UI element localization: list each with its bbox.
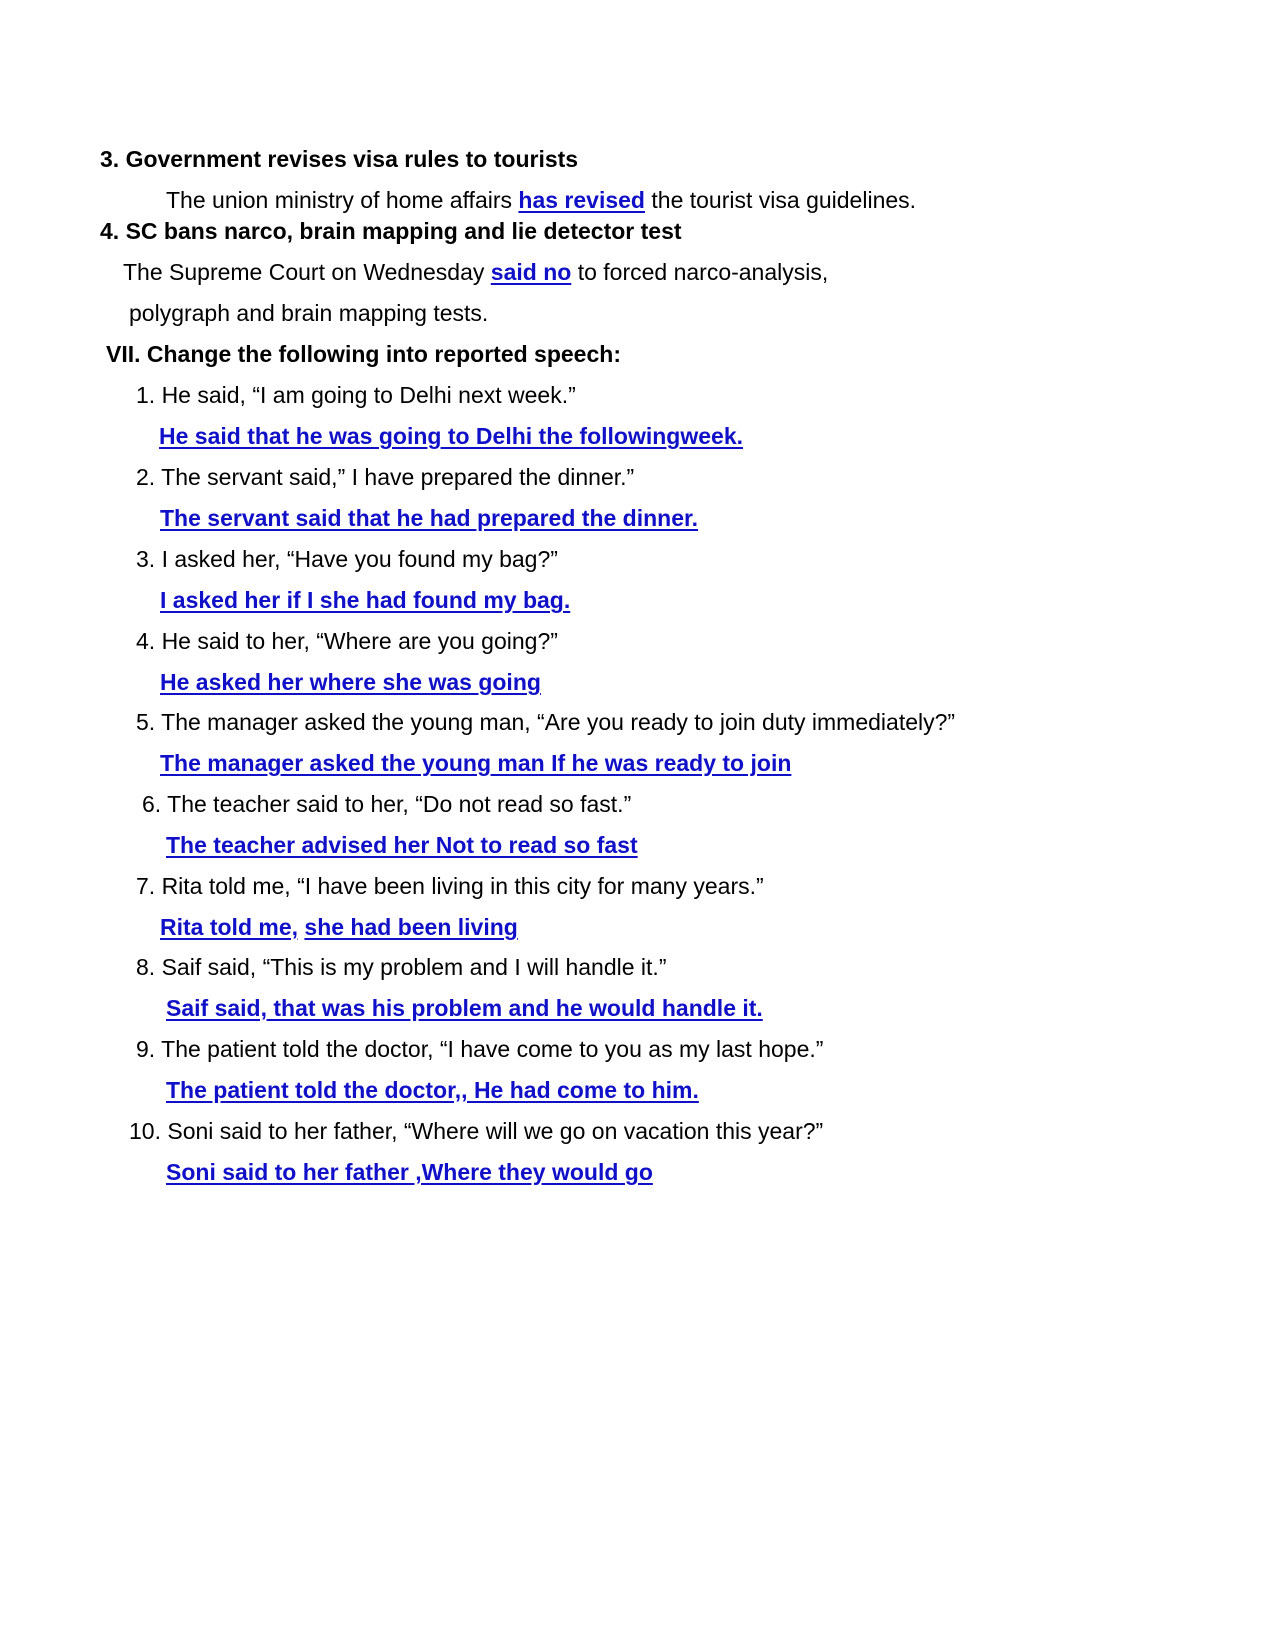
answer-8: Saif said, that was his problem and he would handle it. xyxy=(166,995,763,1021)
answer-7-part-1: Rita told me, xyxy=(160,914,299,940)
answer-3: I asked her if I she had found my bag. xyxy=(160,587,571,613)
answer-9: The patient told the doctor,, He had come to him. xyxy=(166,1077,699,1103)
sentence-text: to forced narco-analysis, xyxy=(577,259,829,285)
answer-5: The manager asked the young man If he was ready to join xyxy=(160,750,792,776)
answer-7-part-2: she had been living xyxy=(304,914,518,940)
section-4-sentence-line-2: polygraph and brain mapping tests. xyxy=(129,300,489,326)
question-1: 1. He said, “I am going to Delhi next week.” xyxy=(136,382,576,408)
section-4-sentence xyxy=(123,257,828,287)
section-7-heading: VII. Change the following into reported speech: xyxy=(106,341,621,367)
section-4-heading: 4. SC bans narco, brain mapping and lie detector test xyxy=(100,218,682,244)
sentence-text: The union ministry of home affairs xyxy=(166,187,513,213)
sentence-text: the tourist visa guidelines. xyxy=(651,187,917,213)
highlighted-verb: said no xyxy=(490,259,572,285)
question-7: 7. Rita told me, “I have been living in this city for many years.” xyxy=(136,873,764,899)
question-6: 6. The teacher said to her, “Do not read so fast.” xyxy=(142,791,632,817)
answer-7 xyxy=(160,912,518,942)
section-3-heading: 3. Government revises visa rules to tourists xyxy=(100,146,579,172)
answer-4: He asked her where she was going xyxy=(160,669,541,695)
question-3: 3. I asked her, “Have you found my bag?” xyxy=(136,546,558,572)
question-4: 4. He said to her, “Where are you going?” xyxy=(136,628,558,654)
answer-10: Soni said to her father ,Where they would go xyxy=(166,1159,653,1185)
sentence-text: The Supreme Court on Wednesday xyxy=(123,259,485,285)
answer-1: He said that he was going to Delhi the followingweek. xyxy=(159,423,744,449)
question-5: 5. The manager asked the young man, “Are you ready to join duty immediately?” xyxy=(136,709,956,735)
answer-6: The teacher advised her Not to read so fast xyxy=(166,832,638,858)
section-3-sentence xyxy=(166,185,916,215)
highlighted-verb: has revised xyxy=(518,187,645,213)
question-9: 9. The patient told the doctor, “I have come to you as my last hope.” xyxy=(136,1036,824,1062)
answer-2: The servant said that he had prepared the dinner. xyxy=(160,505,699,531)
question-10: 10. Soni said to her father, “Where will we go on vacation this year?” xyxy=(129,1118,824,1144)
question-8: 8. Saif said, “This is my problem and I will handle it.” xyxy=(136,954,667,980)
question-2: 2. The servant said,” I have prepared the dinner.” xyxy=(136,464,635,490)
